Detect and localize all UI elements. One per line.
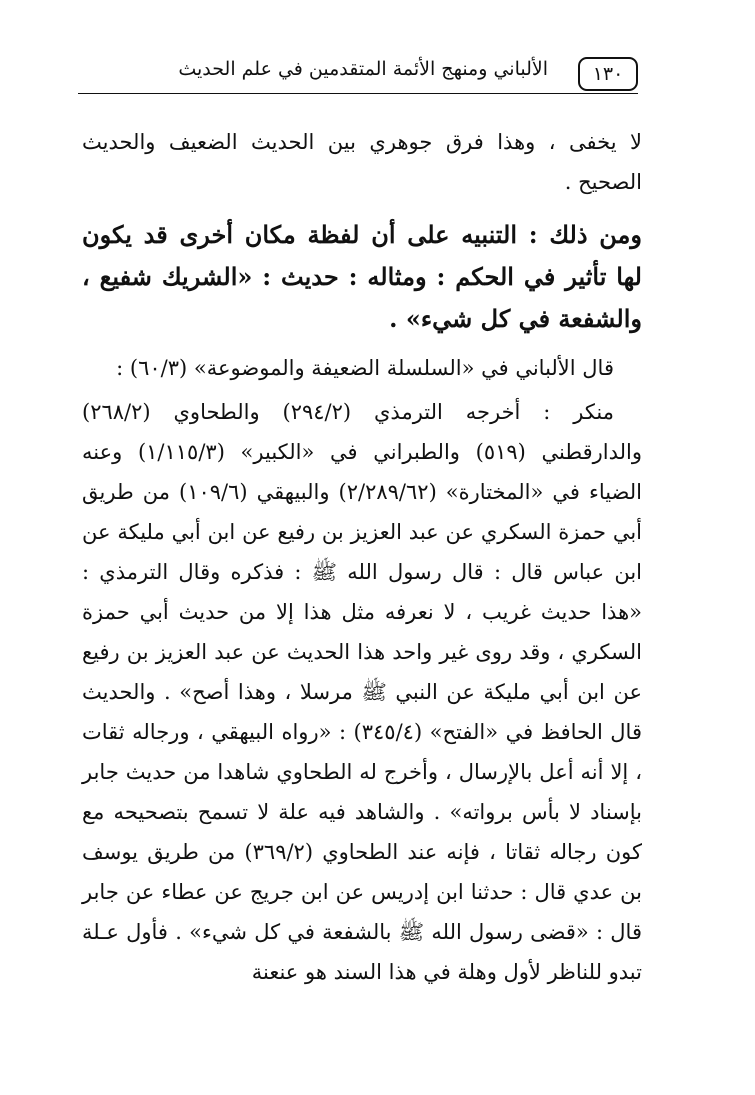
running-title: الألباني ومنهج الأئمة المتقدمين في علم الحديث [178,58,548,80]
header-rule [78,93,638,94]
quoted-paragraph: منكر : أخرجه الترمذي (٢٩٤/٢) والطحاوي (٢٦٨/٢) والدارقطني (٥١٩) والطبراني في «الكبير» (١/١١٥/٣) وعنه الضياء في «المختارة» (٢/٢٨٩/٦٢) والبيهقي (١٠٩/٦) من طريق أبي حمزة السكري عن عبد العزيز بن رفيع عن ابن أبي مليكة عن ابن عباس قال : قال رسول الله ﷺ : فذكره وقال الترمذي : «هذا حديث غريب ، لا نعرفه مثل هذا إلا من حديث أبي حمزة السكري ، وقد روى غير واحد هذا الحديث عن عبد العزيز بن رفيع عن ابن أبي مليكة عن النبي ﷺ مرسلا ، وهذا أصح» . والحديث قال الحافظ في «الفتح» (٣٤٥/٤) : «رواه البيهقي ، ورجاله ثقات ، إلا أنه أعل بالإرسال ، وأخرج له الطحاوي شاهدا من حديث جابر بإسناد لا بأس برواته» . والشاهد فيه علة لا تسمح بتصحيحه مع كون رجاله ثقاتا ، فإنه عند الطحاوي (٣٦٩/٢) من طريق يوسف بن عدي قال : حدثنا ابن إدريس عن ابن جريج عن عطاء عن جابر قال : «قضى رسول الله ﷺ بالشفعة في كل شيء» . فأول عـلة تبدو للناظر لأول وهلة في هذا السند هو عنعنة [82,400,642,984]
page-header [78,50,638,100]
section-heading-paragraph: ومن ذلك : التنبيه على أن لفظة مكان أخرى قد يكون لها تأثير في الحكم : ومثاله : حديث : «الشريك شفيع ، والشفعة في كل شيء» . [82,220,642,333]
paragraph-continuation: لا يخفى ، وهذا فرق جوهري بين الحديث الضعيف والحديث الصحيح . [82,130,642,194]
quote-intro: قال الألباني في «السلسلة الضعيفة والموضوعة» (٦٠/٣) : [116,356,614,380]
page-body [82,122,642,992]
page-number: ١٣٠ [578,57,638,91]
